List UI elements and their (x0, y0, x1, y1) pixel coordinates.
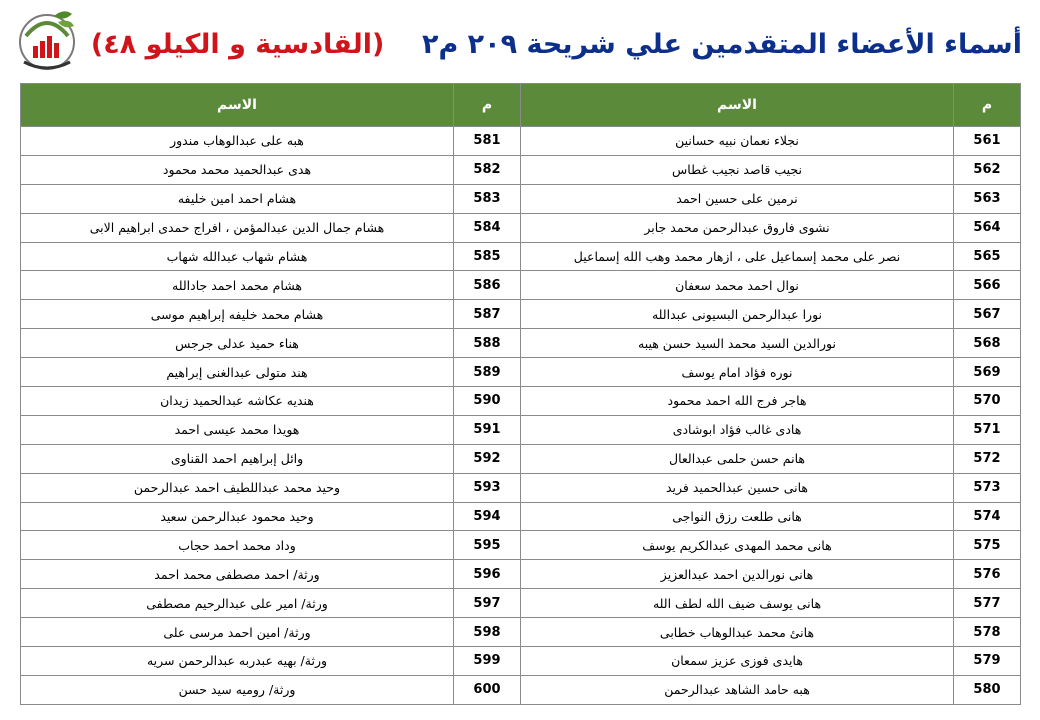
left-name-cell: هند متولى عبدالغنى إبراهيم (21, 358, 454, 387)
table-row (21, 589, 1021, 618)
table-row (21, 184, 1021, 213)
right-name-cell: نورا عبدالرحمن البسيونى عبدالله (521, 300, 954, 329)
left-number-cell: 600 (454, 675, 521, 704)
right-number-cell: 579 (954, 647, 1021, 676)
table-row (21, 531, 1021, 560)
table-row (21, 155, 1021, 184)
right-number-cell: 568 (954, 329, 1021, 358)
table-row (21, 675, 1021, 704)
left-name-cell: هشام احمد امين خليفه (21, 184, 454, 213)
right-number-cell: 563 (954, 184, 1021, 213)
left-name-cell: هويدا محمد عيسى احمد (21, 415, 454, 444)
left-number-cell: 597 (454, 589, 521, 618)
table-row (21, 444, 1021, 473)
left-name-cell: ورثة/ امير على عبدالرحيم مصطفى (21, 589, 454, 618)
right-number-cell: 576 (954, 560, 1021, 589)
table-row (21, 502, 1021, 531)
left-number-cell: 583 (454, 184, 521, 213)
header-name-right: الاسم (521, 84, 954, 127)
right-number-cell: 572 (954, 444, 1021, 473)
left-name-cell: هبه على عبدالوهاب مندور (21, 127, 454, 156)
header-name-left: الاسم (21, 84, 454, 127)
right-number-cell: 564 (954, 213, 1021, 242)
left-number-cell: 595 (454, 531, 521, 560)
left-number-cell: 588 (454, 329, 521, 358)
right-number-cell: 580 (954, 675, 1021, 704)
table-row (21, 415, 1021, 444)
left-number-cell: 581 (454, 127, 521, 156)
left-name-cell: هنديه عكاشه عبدالحميد زيدان (21, 387, 454, 416)
left-number-cell: 585 (454, 242, 521, 271)
right-name-cell: نوال احمد محمد سعفان (521, 271, 954, 300)
right-name-cell: هانى طلعت رزق النواجى (521, 502, 954, 531)
table-row (21, 647, 1021, 676)
left-number-cell: 582 (454, 155, 521, 184)
left-name-cell: ورثة/ احمد مصطفى محمد احمد (21, 560, 454, 589)
table-row (21, 127, 1021, 156)
right-name-cell: هاجر فرج الله احمد محمود (521, 387, 954, 416)
table-row (21, 560, 1021, 589)
right-number-cell: 569 (954, 358, 1021, 387)
right-name-cell: هانى حسين عبدالحميد فريد (521, 473, 954, 502)
title-subtitle: (القادسية و الكيلو ٤٨) (90, 29, 385, 60)
left-name-cell: وحيد محمود عبدالرحمن سعيد (21, 502, 454, 531)
right-name-cell: هانم حسن حلمى عبدالعال (521, 444, 954, 473)
right-name-cell: نشوى فاروق عبدالرحمن محمد جابر (521, 213, 954, 242)
left-name-cell: هشام محمد خليفه إبراهيم موسى (21, 300, 454, 329)
table-row (21, 329, 1021, 358)
table-row (21, 618, 1021, 647)
right-number-cell: 562 (954, 155, 1021, 184)
right-name-cell: هايدى فوزى عزيز سمعان (521, 647, 954, 676)
left-name-cell: هشام محمد احمد جادالله (21, 271, 454, 300)
right-number-cell: 573 (954, 473, 1021, 502)
right-name-cell: نرمين على حسين احمد (521, 184, 954, 213)
left-name-cell: هدى عبدالحميد محمد محمود (21, 155, 454, 184)
left-name-cell: وائل إبراهيم احمد القناوى (21, 444, 454, 473)
left-number-cell: 599 (454, 647, 521, 676)
right-number-cell: 565 (954, 242, 1021, 271)
left-name-cell: ورثة/ بهيه عبدربه عبدالرحمن سريه (21, 647, 454, 676)
right-name-cell: هانئ محمد عبدالوهاب خطابى (521, 618, 954, 647)
table-row (21, 473, 1021, 502)
left-number-cell: 594 (454, 502, 521, 531)
left-number-cell: 592 (454, 444, 521, 473)
table-row (21, 300, 1021, 329)
right-name-cell: نورالدين السيد محمد السيد حسن هيبه (521, 329, 954, 358)
organization-logo-icon (14, 6, 80, 76)
left-name-cell: وحيد محمد عبداللطيف احمد عبدالرحمن (21, 473, 454, 502)
right-number-cell: 575 (954, 531, 1021, 560)
left-number-cell: 589 (454, 358, 521, 387)
left-name-cell: وداد محمد احمد حجاب (21, 531, 454, 560)
table-row (21, 213, 1021, 242)
header-num-left: م (454, 84, 521, 127)
right-name-cell: نجلاء نعمان نبيه حسانين (521, 127, 954, 156)
right-name-cell: هانى يوسف ضيف الله لطف الله (521, 589, 954, 618)
left-number-cell: 584 (454, 213, 521, 242)
right-name-cell: نصر على محمد إسماعيل على ، ازهار محمد وهب الله إسماعيل (521, 242, 954, 271)
left-name-cell: ورثة/ امين احمد مرسى على (21, 618, 454, 647)
left-number-cell: 586 (454, 271, 521, 300)
right-number-cell: 561 (954, 127, 1021, 156)
right-name-cell: نجيب قاصد نجيب غطاس (521, 155, 954, 184)
table-body (21, 127, 1021, 705)
right-number-cell: 577 (954, 589, 1021, 618)
left-number-cell: 590 (454, 387, 521, 416)
page-title (90, 22, 1022, 68)
right-number-cell: 570 (954, 387, 1021, 416)
table-row (21, 242, 1021, 271)
title-main: أسماء الأعضاء المتقدمين علي شريحة ٢٠٩ م٢ (421, 29, 1022, 60)
left-number-cell: 587 (454, 300, 521, 329)
header-num-right: م (954, 84, 1021, 127)
right-number-cell: 566 (954, 271, 1021, 300)
left-number-cell: 591 (454, 415, 521, 444)
left-number-cell: 598 (454, 618, 521, 647)
right-name-cell: هبه حامد الشاهد عبدالرحمن (521, 675, 954, 704)
left-number-cell: 596 (454, 560, 521, 589)
right-number-cell: 574 (954, 502, 1021, 531)
table-row (21, 271, 1021, 300)
right-number-cell: 578 (954, 618, 1021, 647)
right-name-cell: نوره فؤاد امام يوسف (521, 358, 954, 387)
left-name-cell: هشام جمال الدين عبدالمؤمن ، افراج حمدى ابراهيم الابى (21, 213, 454, 242)
left-number-cell: 593 (454, 473, 521, 502)
right-name-cell: هانى محمد المهدى عبدالكريم يوسف (521, 531, 954, 560)
table-row (21, 387, 1021, 416)
left-name-cell: هشام شهاب عبدالله شهاب (21, 242, 454, 271)
table-row (21, 358, 1021, 387)
table-header-row (21, 84, 1021, 127)
left-name-cell: هناء حميد عدلى جرجس (21, 329, 454, 358)
right-name-cell: هادى غالب فؤاد ابوشادى (521, 415, 954, 444)
right-number-cell: 571 (954, 415, 1021, 444)
members-table (20, 83, 1021, 705)
left-name-cell: ورثة/ روميه سيد حسن (21, 675, 454, 704)
right-name-cell: هانى نورالدين احمد عبدالعزيز (521, 560, 954, 589)
right-number-cell: 567 (954, 300, 1021, 329)
